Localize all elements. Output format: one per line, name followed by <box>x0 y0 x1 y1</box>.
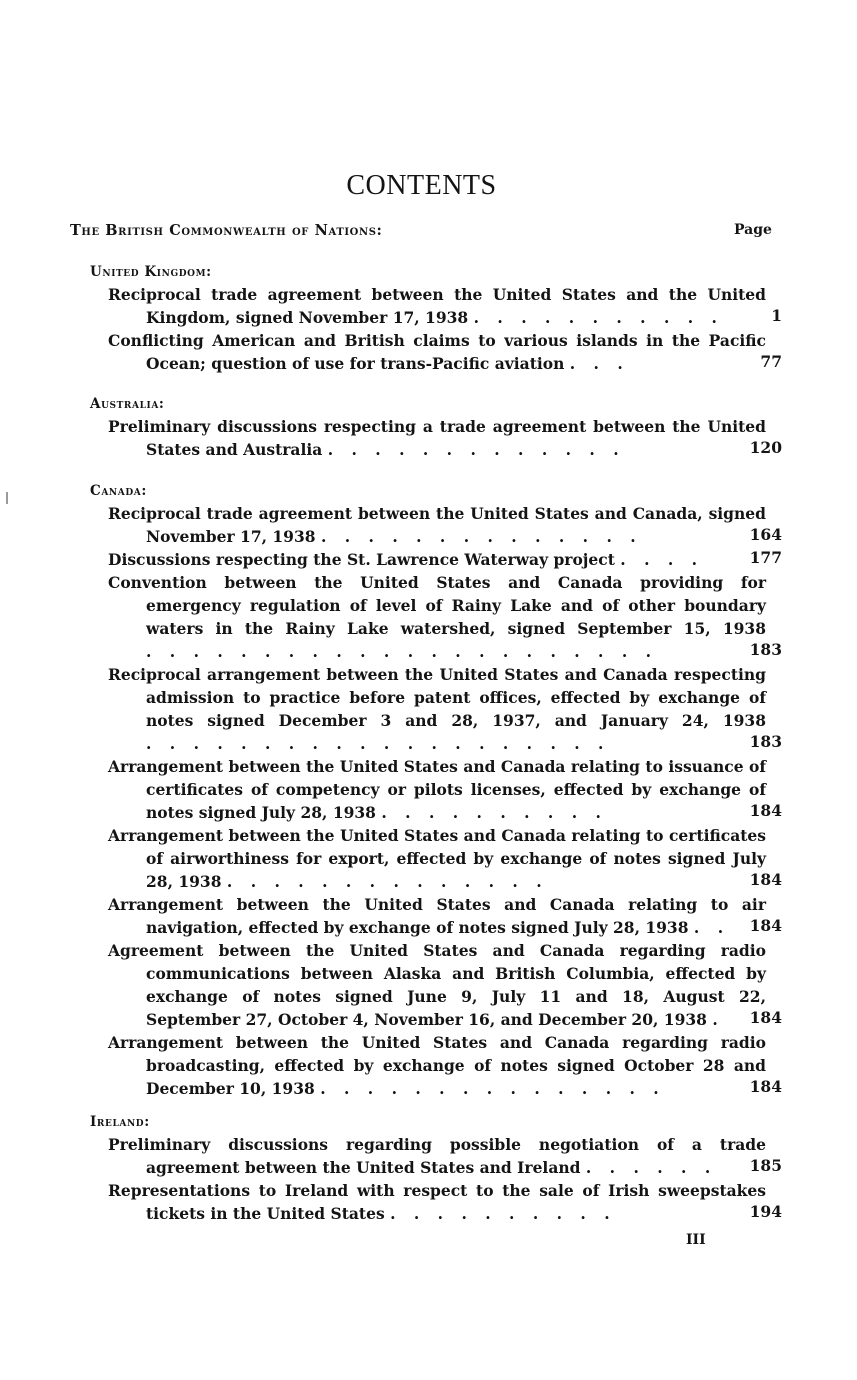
entry-text: Discussions respecting the St. Lawrence Waterway project <box>108 550 615 569</box>
dot-leader: . . . . . . . . . . . . . . . . . . . . . . <box>146 642 658 661</box>
folio: III <box>686 1232 706 1248</box>
toc-entry[interactable] <box>108 329 766 375</box>
dot-leader: . . . . . . . . . . . <box>473 308 724 327</box>
entry-text: Preliminary discussions respecting a trade agreement between the United States and Australia <box>108 417 766 459</box>
page-number: 184 <box>749 1077 782 1096</box>
entry-text: Reciprocal arrangement between the United States and Canada respecting admission to practice before patent offices, effected by exchange of notes signed December 3 and 28, 1937, and January 24, 1938 <box>108 665 766 730</box>
dot-leader: . . . . . . . . . . . . . . <box>320 527 643 546</box>
page-number: 183 <box>749 640 782 659</box>
dot-leader: . . . . . . . . . . . . . . . . . . . . <box>146 734 610 753</box>
dot-leader: . . . . . . . . . . . . . . . <box>320 1079 666 1098</box>
toc-entry[interactable] <box>108 755 766 824</box>
toc-entry[interactable] <box>108 824 766 893</box>
section-heading-canada: Canada: <box>90 483 147 499</box>
page-number: 184 <box>749 870 782 889</box>
toc-entry[interactable] <box>108 893 766 939</box>
toc-entry[interactable] <box>108 1031 766 1100</box>
page-number: 177 <box>749 548 782 567</box>
entry-text: Arrangement between the United States and Canada relating to issuance of certificates of competency or pilots licenses, effected by exchange of notes signed July 28, 1938 <box>108 757 766 822</box>
section-heading-ireland: Ireland: <box>90 1114 150 1130</box>
page-number: 184 <box>749 1008 782 1027</box>
entry-text: Representations to Ireland with respect to the sale of Irish sweepstakes tickets in the United States <box>108 1181 766 1223</box>
main-heading: The British Commonwealth of Nations: <box>70 222 383 239</box>
dot-leader: . . <box>693 918 730 937</box>
dot-leader: . . . . <box>620 550 704 569</box>
entry-text: Reciprocal trade agreement between the United States and Canada, signed November 17, 1938 <box>108 504 766 546</box>
section-heading-australia: Australia: <box>90 396 165 412</box>
toc-entry[interactable] <box>108 571 766 663</box>
page-number: 77 <box>760 352 782 371</box>
entry-text: Arrangement between the United States and Canada relating to air navigation, effected by exchange of notes signed July 28, 1938 <box>108 895 766 937</box>
entry-text: Arrangement between the United States and Canada regarding radio broadcasting, effected by exchange of notes signed October 28 and December 10, 1938 <box>108 1033 766 1098</box>
dot-leader: . . . <box>569 354 630 373</box>
page-number: 184 <box>749 801 782 820</box>
page-number: 183 <box>749 732 782 751</box>
page-number: 164 <box>749 525 782 544</box>
entry-text: Arrangement between the United States and Canada relating to certificates of airworthiness for export, effected by exchange of notes signed July 28, 1938 <box>108 826 766 891</box>
toc-entry[interactable] <box>108 1133 766 1179</box>
section-heading-united-kingdom: United Kingdom: <box>90 264 212 280</box>
page-title: CONTENTS <box>346 170 497 201</box>
toc-entry[interactable] <box>108 663 766 755</box>
toc-entry[interactable] <box>108 502 766 548</box>
toc-entry[interactable] <box>108 939 766 1031</box>
margin-mark <box>6 492 8 504</box>
dot-leader: . . . . . . . . . . . . . <box>327 440 626 459</box>
dot-leader: . . . . . . . . . . <box>381 803 608 822</box>
toc-entry[interactable] <box>108 548 766 571</box>
entry-text: Conflicting American and British claims to various islands in the Pacific Ocean; question of use for trans-Pacific aviation <box>108 331 766 373</box>
dot-leader: . . . . . . . . . . . . . . <box>226 872 549 891</box>
page-number: 185 <box>749 1156 782 1175</box>
dot-leader: . . . . . . . . . . <box>390 1204 617 1223</box>
page-column-label: Page <box>734 222 772 238</box>
entry-text: Reciprocal trade agreement between the United States and the United Kingdom, signed November 17, 1938 <box>108 285 766 327</box>
dot-leader: . . . . . . <box>585 1158 717 1177</box>
entry-text: Convention between the United States and Canada providing for emergency regulation of level of Rainy Lake and of other boundary waters in the Rainy Lake watershed, signed September 15, 1938 <box>108 573 766 638</box>
entry-text: Agreement between the United States and Canada regarding radio communications between Alaska and British Columbia, effected by exchange of notes signed June 9, July 11 and 18, August 22, September 27, October 4, November 16, and December 20, 1938 <box>108 941 766 1029</box>
toc-entry[interactable] <box>108 283 766 329</box>
page-number: 1 <box>771 306 782 325</box>
page-number: 194 <box>749 1202 782 1221</box>
page-number: 120 <box>749 438 782 457</box>
toc-entry[interactable] <box>108 415 766 461</box>
entry-text: Preliminary discussions regarding possible negotiation of a trade agreement between the United States and Ireland <box>108 1135 766 1177</box>
dot-leader: . <box>712 1010 725 1029</box>
page-number: 184 <box>749 916 782 935</box>
toc-entry[interactable] <box>108 1179 766 1225</box>
